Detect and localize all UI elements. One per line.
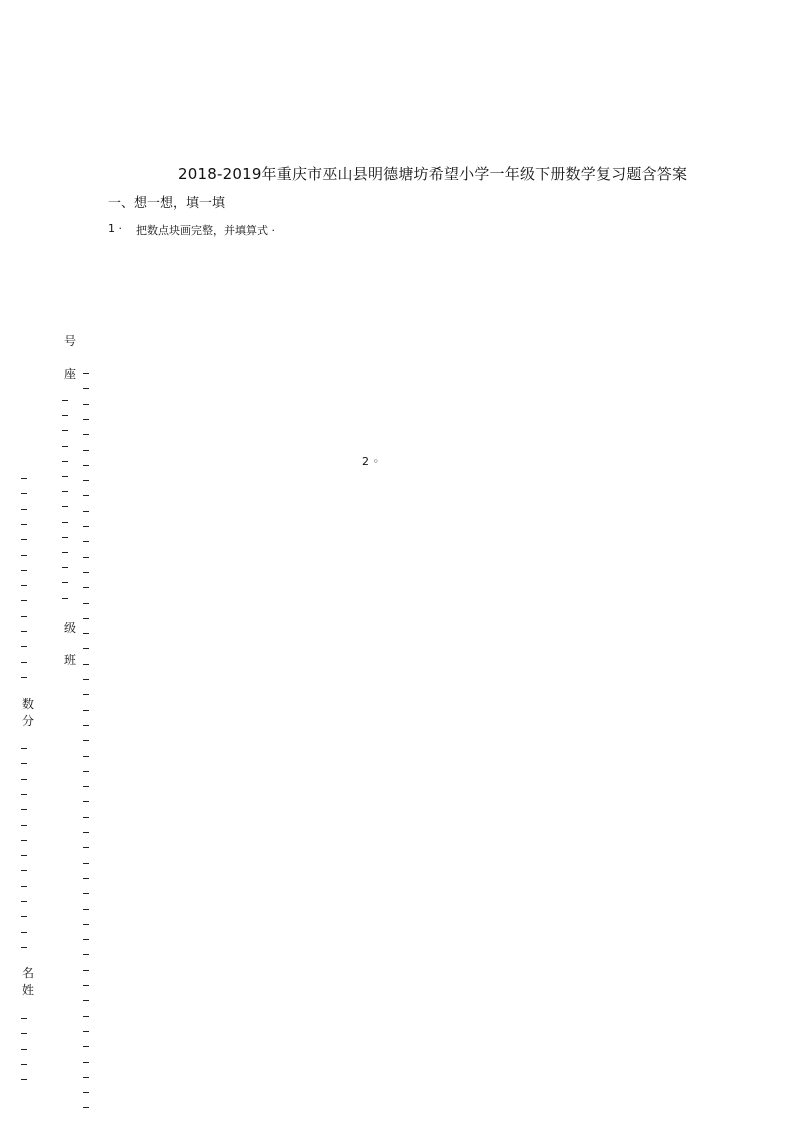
binding-dash xyxy=(83,1062,89,1063)
binding-dash xyxy=(83,404,89,405)
binding-dash xyxy=(83,587,89,588)
binding-dash-line-right xyxy=(83,0,91,1124)
binding-dash xyxy=(83,450,89,451)
binding-dash xyxy=(83,526,89,527)
binding-dash xyxy=(83,970,89,971)
binding-dash xyxy=(83,786,89,787)
binding-dash xyxy=(21,646,27,647)
binding-dash xyxy=(21,794,27,795)
binding-dash xyxy=(83,1046,89,1047)
binding-dash xyxy=(83,771,89,772)
binding-dash xyxy=(83,1000,89,1001)
binding-dash xyxy=(21,509,27,510)
binding-dash xyxy=(62,415,68,416)
binding-dash xyxy=(21,555,27,556)
binding-dash xyxy=(62,446,68,447)
binding-dash xyxy=(21,570,27,571)
binding-dash xyxy=(83,664,89,665)
binding-dash xyxy=(21,825,27,826)
binding-dash xyxy=(21,1033,27,1034)
margin-label-ban: 班 xyxy=(64,653,77,667)
binding-dash xyxy=(83,1077,89,1078)
margin-label-xing: 姓 xyxy=(22,983,35,997)
margin-label-hao: 号 xyxy=(64,334,77,348)
binding-dash xyxy=(83,832,89,833)
binding-dash xyxy=(21,886,27,887)
binding-dash xyxy=(62,491,68,492)
binding-dash xyxy=(83,1092,89,1093)
margin-label-ji: 级 xyxy=(64,621,77,635)
binding-dash xyxy=(83,1016,89,1017)
binding-dash xyxy=(62,598,68,599)
binding-dash xyxy=(21,631,27,632)
binding-dash xyxy=(83,388,89,389)
binding-dash-line-middle xyxy=(62,0,70,1124)
binding-dash xyxy=(83,985,89,986)
binding-dash xyxy=(83,419,89,420)
binding-dash xyxy=(21,932,27,933)
binding-dash xyxy=(21,947,27,948)
binding-dash xyxy=(21,616,27,617)
binding-dash xyxy=(83,572,89,573)
binding-dash xyxy=(21,1049,27,1050)
binding-dash xyxy=(62,430,68,431)
binding-dash xyxy=(83,1031,89,1032)
binding-dash xyxy=(83,939,89,940)
binding-dash xyxy=(62,461,68,462)
binding-dash xyxy=(21,901,27,902)
binding-dash xyxy=(83,495,89,496)
binding-dash xyxy=(83,909,89,910)
binding-dash xyxy=(83,648,89,649)
binding-dash xyxy=(21,677,27,678)
binding-dash xyxy=(83,756,89,757)
binding-dash xyxy=(21,748,27,749)
binding-dash xyxy=(83,603,89,604)
binding-dash xyxy=(21,539,27,540)
binding-dash xyxy=(62,552,68,553)
question-1-text: 把数点块画完整，并填算式 · xyxy=(136,224,275,237)
binding-dash xyxy=(83,618,89,619)
binding-dash xyxy=(21,600,27,601)
binding-dash xyxy=(21,662,27,663)
binding-dash xyxy=(21,1064,27,1065)
binding-dash xyxy=(62,567,68,568)
binding-dash xyxy=(83,725,89,726)
binding-dash xyxy=(83,863,89,864)
binding-dash xyxy=(21,585,27,586)
binding-dash xyxy=(83,847,89,848)
binding-dash xyxy=(83,511,89,512)
document-title: 2018-2019年重庆市巫山县明德塘坊希望小学一年级下册数学复习题含答案 xyxy=(178,165,688,183)
binding-dash xyxy=(21,779,27,780)
binding-dash xyxy=(21,840,27,841)
binding-dash xyxy=(83,679,89,680)
binding-dash xyxy=(21,1018,27,1019)
binding-dash xyxy=(83,924,89,925)
binding-dash xyxy=(62,476,68,477)
binding-dash xyxy=(83,633,89,634)
binding-dash xyxy=(83,893,89,894)
binding-dash xyxy=(83,480,89,481)
binding-dash xyxy=(83,465,89,466)
section-heading: 一、想一想，填一填 xyxy=(108,196,226,211)
binding-dash xyxy=(21,855,27,856)
binding-dash xyxy=(83,817,89,818)
binding-dash xyxy=(83,541,89,542)
binding-dash xyxy=(62,537,68,538)
question-1-number: 1 · xyxy=(108,222,122,235)
binding-dash xyxy=(62,400,68,401)
binding-dash xyxy=(83,373,89,374)
binding-dash xyxy=(83,694,89,695)
binding-dash xyxy=(83,878,89,879)
binding-dash xyxy=(21,478,27,479)
margin-label-ming: 名 xyxy=(22,966,35,980)
binding-dash xyxy=(83,801,89,802)
binding-dash xyxy=(21,870,27,871)
binding-dash xyxy=(21,493,27,494)
margin-label-zuo: 座 xyxy=(64,367,77,381)
binding-dash xyxy=(83,434,89,435)
binding-dash xyxy=(21,916,27,917)
binding-dash xyxy=(83,710,89,711)
binding-dash xyxy=(21,524,27,525)
binding-dash-line-left xyxy=(21,0,29,1124)
question-2-number: 2 ◦ xyxy=(362,455,379,468)
binding-dash xyxy=(62,582,68,583)
binding-dash xyxy=(83,1107,89,1108)
binding-dash xyxy=(21,1079,27,1080)
binding-dash xyxy=(62,522,68,523)
binding-dash xyxy=(83,740,89,741)
binding-dash xyxy=(62,506,68,507)
binding-dash xyxy=(83,954,89,955)
margin-label-fen: 分 xyxy=(22,714,35,728)
binding-dash xyxy=(21,763,27,764)
binding-dash xyxy=(83,557,89,558)
margin-label-shu: 数 xyxy=(22,697,35,711)
binding-dash xyxy=(21,809,27,810)
